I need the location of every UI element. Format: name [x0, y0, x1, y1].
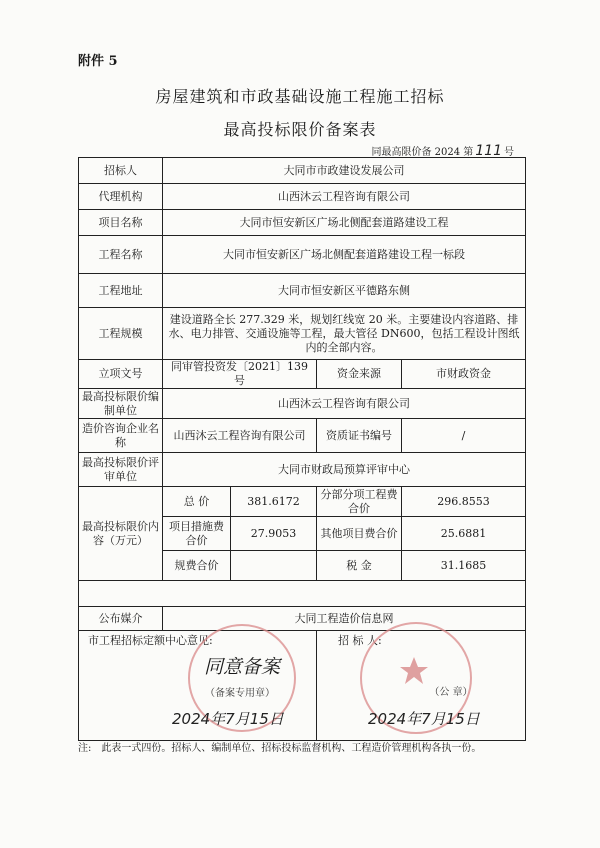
consult-label: 造价咨询企业名称	[79, 419, 163, 453]
fund-value: 市财政资金	[402, 360, 526, 389]
site-value: 大同市恒安新区平德路东侧	[163, 274, 526, 308]
fee-value	[231, 551, 317, 581]
tax-label: 税 金	[317, 551, 402, 581]
publish-label: 公布媒介	[79, 607, 163, 631]
agency-value: 山西沐云工程咨询有限公司	[163, 184, 526, 210]
total-label: 总 价	[163, 487, 231, 517]
project-label: 项目名称	[79, 210, 163, 236]
official-seal-label: （公 章）	[429, 687, 473, 698]
tenderer-value: 大同市市政建设发展公司	[163, 158, 526, 184]
total-value: 381.6172	[231, 487, 317, 517]
doc-no-prefix: 同最高限价备 2024 第	[371, 147, 474, 158]
review-label: 最高投标限价评审单位	[79, 453, 163, 487]
measure-value: 27.9053	[231, 517, 317, 551]
compiler-label: 最高投标限价编制单位	[79, 389, 163, 419]
doc-no-value: 111	[475, 143, 502, 159]
compiler-value: 山西沐云工程咨询有限公司	[163, 389, 526, 419]
doc-no-suffix: 号	[504, 147, 514, 158]
footnote: 注: 此表一式四份。招标人、编制单位、招标投标监督机构、工程造价管理机构各执一份。	[78, 743, 482, 754]
tenderer-label: 招标人	[79, 158, 163, 184]
consult-value: 山西沐云工程咨询有限公司	[163, 419, 317, 453]
date-right: 2024年7月15日	[368, 710, 480, 728]
approval-label: 立项文号	[79, 360, 163, 389]
scale-label: 工程规模	[79, 308, 163, 360]
publish-value: 大同工程造价信息网	[163, 607, 526, 631]
measure-label: 项目措施费合价	[163, 517, 231, 551]
cert-value: /	[402, 419, 526, 453]
other-label: 其他项目费合价	[317, 517, 402, 551]
title-line-1: 房屋建筑和市政基础设施工程施工招标	[155, 87, 445, 106]
scale-value: 建设道路全长 277.329 米，规划红线宽 20 米。主要建设内容道路、排水、电力排管、交通设施等工程，最大管径 DN600，包括工程设计图纸内的全部内容。	[163, 308, 526, 360]
annex-label: 附件 5	[78, 54, 118, 69]
star-icon	[399, 656, 429, 686]
spacer-cell-2	[163, 581, 526, 607]
limit-label: 最高投标限价内容（万元）	[79, 487, 163, 581]
review-value: 大同市财政局预算评审中心	[163, 453, 526, 487]
office-opinion: 市工程招标定额中心意见:	[88, 634, 213, 647]
sub-label: 分部分项工程费合价	[317, 487, 402, 517]
handwritten-approval: 同意备案	[204, 656, 281, 678]
works-value: 大同市恒安新区广场北侧配套道路建设工程一标段	[163, 236, 526, 274]
sub-value: 296.8553	[402, 487, 526, 517]
bidder-label: 招 标 人:	[338, 634, 382, 647]
cert-label: 资质证书编号	[317, 419, 402, 453]
tax-value: 31.1685	[402, 551, 526, 581]
approval-value: 同审管投资发〔2021〕139 号	[163, 360, 317, 389]
other-value: 25.6881	[402, 517, 526, 551]
fund-label: 资金来源	[317, 360, 402, 389]
title-line-2: 最高投标限价备案表	[223, 120, 377, 139]
fee-label: 规费合价	[163, 551, 231, 581]
date-left: 2024年7月15日	[172, 710, 284, 728]
works-label: 工程名称	[79, 236, 163, 274]
spacer-cell	[79, 581, 163, 607]
site-label: 工程地址	[79, 274, 163, 308]
filing-seal-label: （备案专用章）	[205, 688, 275, 699]
project-value: 大同市恒安新区广场北侧配套道路建设工程	[163, 210, 526, 236]
agency-label: 代理机构	[79, 184, 163, 210]
